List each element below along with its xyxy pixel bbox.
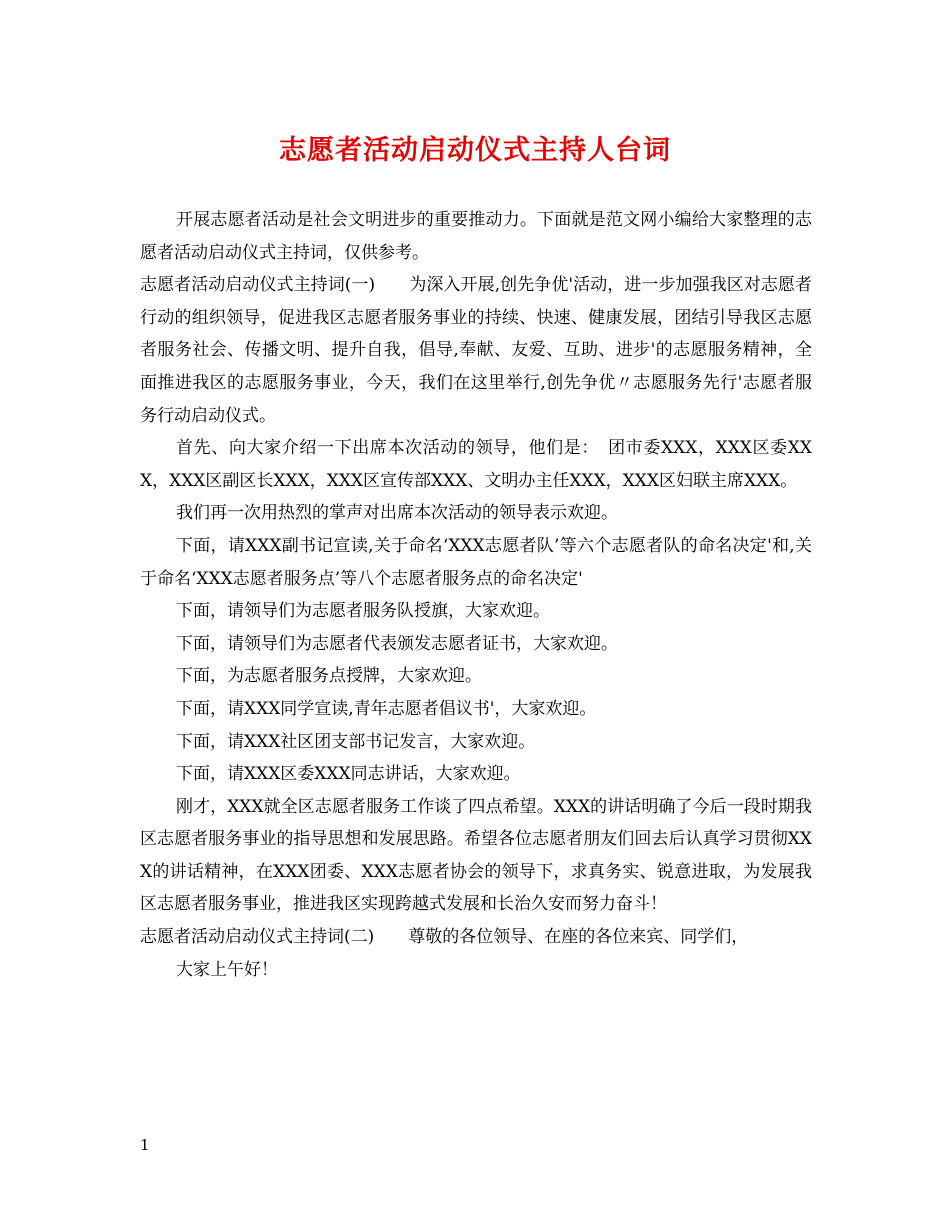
paragraph-greeting: 大家上午好！ [176,959,278,980]
paragraph-plaque: 下面，为志愿者服务点授牌，大家欢迎。 [176,666,482,687]
paragraph-district-speech: 下面，请XXX区委XXX同志讲话，大家欢迎。 [176,764,521,785]
paragraph-closing: 刚才，XXX就全区志愿者服务工作谈了四点希望。XXX的讲话明确了今后一段时期我区志愿者服务事业的指导思想和发展思路。希望各位志愿者朋友们回去后认真学习贯彻XXX的讲话精神，在XXX团委、XXX志愿者协会的领导下，求真务实、锐意进取，为发展我区志愿者服务事业，推进我区实现跨越式发展和长治久安而努力奋斗！ [140,796,812,915]
paragraph-flag: 下面，请领导们为志愿者服务队授旗，大家欢迎。 [176,601,550,622]
paragraph-intro: 开展志愿者活动是社会文明进步的重要推动力。下面就是范文网小编给大家整理的志愿者活动启动仪式主持词，仅供参考。 [140,210,812,263]
paragraph-script-one: 志愿者活动启动仪式主持词(一) 为深入开展,创先争优'活动，进一步加强我区对志愿者行动的组织领导，促进我区志愿者服务事业的持续、快速、健康发展，团结引导我区志愿者服务社会、传播文明、提升自我，倡导,奉献、友爱、互助、进步'的志愿服务精神，全面推进我区的志愿服务事业，今天，我们在这里举行,创先争优〃志愿服务先行'志愿者服务行动启动仪式。 [140,275,812,426]
document-title: 志愿者活动启动仪式主持人台词 [279,135,671,166]
paragraph-proposal: 下面，请XXX同学宣读,青年志愿者倡议书'，大家欢迎。 [176,698,597,719]
paragraph-community-speech: 下面，请XXX社区团支部书记发言，大家欢迎。 [176,731,536,752]
paragraph-certificate: 下面，请领导们为志愿者代表颁发志愿者证书，大家欢迎。 [176,633,618,654]
page-number: 1 [140,1136,150,1154]
paragraph-leaders-intro: 首先、向大家介绍一下出席本次活动的领导，他们是： 团市委XXX，XXX区委XXX，XXX区副区长XXX，XXX区宣传部XXX、文明办主任XXX，XXX区妇联主席XXX。 [140,438,812,491]
document-body [140,204,812,986]
paragraph-naming-decision: 下面，请XXX副书记宣读,关于命名‘XXX志愿者队’等六个志愿者队的命名决定'和,关于命名‘XXX志愿者服务点’等八个志愿者服务点的命名决定' [140,535,812,589]
paragraph-welcome: 我们再一次用热烈的掌声对出席本次活动的领导表示欢迎。 [176,503,618,524]
paragraph-script-two: 志愿者活动启动仪式主持词(二) 尊敬的各位领导、在座的各位来宾、同学们， [140,927,749,948]
